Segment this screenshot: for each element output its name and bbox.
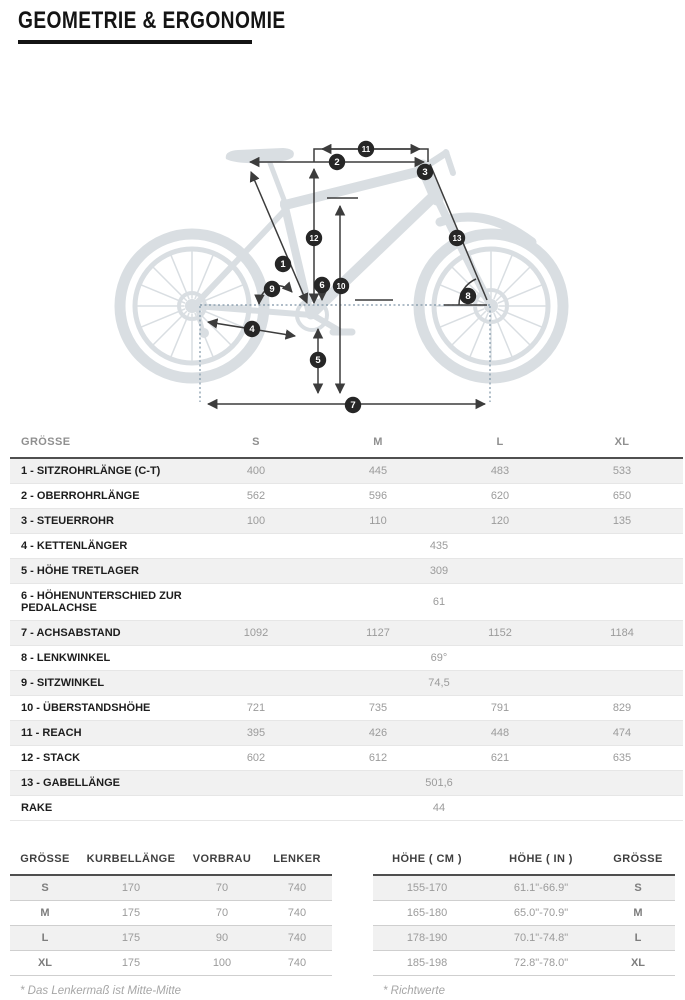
sizing-header-row [373, 845, 675, 875]
dim-badge-11 [358, 141, 374, 157]
row-label: 4 - KETTENLÄNGER [21, 540, 128, 552]
value-cell: 185-198 [406, 957, 448, 969]
row-value-span: 44 [432, 802, 446, 814]
seatpost [270, 163, 286, 205]
column-header-m: M [317, 428, 439, 458]
cockpit-table-body [10, 875, 332, 976]
value-cell: 175 [121, 957, 141, 969]
geometry-row [10, 559, 683, 584]
row-value: 100 [246, 515, 266, 527]
dim-badge-9 [264, 281, 280, 297]
value-cell: 90 [215, 932, 229, 944]
value-cell: 155-170 [406, 882, 448, 894]
sizing-footnote: * Richtwerte [383, 985, 445, 997]
geometry-row [10, 621, 683, 646]
dim-badge-5 [310, 352, 326, 368]
sizing-row [373, 926, 675, 951]
size-cell: M [633, 907, 643, 919]
geometry-row [10, 584, 683, 621]
svg-text:2: 2 [334, 157, 340, 169]
row-label: 8 - LENKWINKEL [21, 652, 111, 664]
row-value: 1152 [488, 627, 512, 639]
size-cell: XL [37, 957, 53, 969]
geometry-row [10, 534, 683, 559]
row-label: 11 - REACH [21, 727, 82, 739]
svg-text:10: 10 [336, 282, 346, 292]
row-value: 426 [368, 727, 388, 739]
value-cell: 70 [215, 882, 229, 894]
value-cell: 72.8"-78.0" [513, 957, 569, 969]
size-cell: L [634, 932, 642, 944]
row-value: 110 [369, 515, 387, 527]
geometry-row [10, 746, 683, 771]
row-value-span: 501,6 [425, 777, 453, 789]
row-value: 621 [490, 752, 510, 764]
row-value-span: 69° [430, 652, 448, 664]
value-cell: 65.0"-70.9" [513, 907, 569, 919]
row-label: 5 - HÖHE TRETLAGER [21, 565, 139, 577]
dim-badge-2 [329, 154, 345, 170]
geometry-row [10, 796, 683, 821]
row-label: 2 - OBERROHRLÄNGE [21, 490, 140, 502]
row-value: 620 [490, 490, 510, 502]
sizing-header-in: HÖHE ( IN ) [481, 845, 601, 875]
sizing-header-size: GRÖSSE [601, 845, 675, 875]
sizing-block [373, 845, 675, 997]
cockpit-header-bar: LENKER [262, 845, 332, 875]
dim-badge-4 [244, 321, 260, 337]
row-value-span: 74,5 [428, 677, 450, 689]
row-value: 448 [490, 727, 510, 739]
dim-badge-6 [314, 277, 330, 293]
geometry-row [10, 458, 683, 484]
frame-chain-stay [196, 306, 311, 315]
row-value-span: 309 [429, 565, 449, 577]
dim-badge-1 [275, 256, 291, 272]
value-cell: 178-190 [406, 932, 448, 944]
row-value: 721 [246, 702, 266, 714]
frame-top-tube [285, 170, 425, 205]
row-value: 483 [490, 465, 510, 477]
row-value: 791 [490, 702, 510, 714]
column-header-l: L [439, 428, 561, 458]
geometry-row [10, 671, 683, 696]
geometry-table-body [10, 458, 683, 821]
page-header [18, 8, 353, 44]
cockpit-table [10, 845, 332, 976]
cockpit-row [10, 926, 332, 951]
svg-text:12: 12 [309, 234, 319, 244]
size-cell: M [40, 907, 50, 919]
svg-text:7: 7 [350, 400, 356, 412]
row-value: 562 [246, 490, 266, 502]
size-cell: XL [630, 957, 646, 969]
row-value: 735 [368, 702, 388, 714]
row-label: 9 - SITZWINKEL [21, 677, 105, 689]
geometry-row [10, 509, 683, 534]
row-value: 602 [246, 752, 266, 764]
cockpit-header-row [10, 845, 332, 875]
value-cell: 70 [215, 907, 229, 919]
column-header-xl: XL [561, 428, 683, 458]
geometry-table [10, 428, 683, 821]
bottom-tables [10, 845, 675, 997]
svg-text:13: 13 [452, 234, 462, 244]
row-value: 474 [612, 727, 632, 739]
geometry-row [10, 696, 683, 721]
stem [426, 153, 446, 166]
row-value: 445 [368, 465, 388, 477]
row-label: 13 - GABELLÄNGE [21, 777, 121, 789]
column-header-s: S [195, 428, 317, 458]
row-label: 3 - STEUERROHR [21, 515, 114, 527]
row-value: 635 [612, 752, 632, 764]
row-value: 650 [612, 490, 632, 502]
saddle [226, 148, 294, 163]
bike-diagram [0, 118, 685, 418]
svg-text:3: 3 [422, 167, 428, 179]
value-cell: 170 [121, 882, 141, 894]
sizing-header-cm: HÖHE ( CM ) [373, 845, 481, 875]
row-label: 6 - HÖHENUNTERSCHIED ZUR PEDALACHSE [21, 590, 182, 614]
value-cell: 740 [287, 957, 307, 969]
row-label: 10 - ÜBERSTANDSHÖHE [21, 702, 151, 714]
row-value: 395 [246, 727, 266, 739]
sizing-row [373, 875, 675, 901]
row-label: 7 - ACHSABSTAND [21, 627, 121, 639]
size-column-header: GRÖSSE [10, 428, 195, 458]
value-cell: 740 [287, 882, 307, 894]
row-value: 596 [368, 490, 388, 502]
dim-badge-13 [449, 230, 465, 246]
value-cell: 61.1"-66.9" [513, 882, 569, 894]
dim-badge-8 [460, 288, 476, 304]
geometry-row [10, 721, 683, 746]
cockpit-header-crank: KURBELLÄNGE [80, 845, 182, 875]
handlebar-grip [446, 152, 453, 173]
svg-text:8: 8 [465, 291, 471, 303]
row-value: 1092 [243, 627, 269, 639]
cockpit-header-size: GRÖSSE [10, 845, 80, 875]
svg-text:4: 4 [249, 324, 255, 336]
dim-badge-10 [333, 278, 349, 294]
svg-text:5: 5 [315, 355, 321, 367]
row-value: 120 [490, 515, 510, 527]
value-cell: 70.1"-74.8" [513, 932, 569, 944]
value-cell: 740 [287, 907, 307, 919]
cockpit-row [10, 901, 332, 926]
sizing-row [373, 951, 675, 976]
page-title: GEOMETRIE & ERGONOMIE [18, 7, 286, 34]
row-value-span: 435 [429, 540, 449, 552]
svg-text:9: 9 [269, 284, 275, 296]
dim-badge-7 [345, 397, 361, 413]
svg-text:6: 6 [319, 280, 325, 292]
size-cell: L [41, 932, 49, 944]
value-cell: 740 [287, 932, 307, 944]
size-cell: S [634, 882, 642, 894]
svg-text:1: 1 [280, 259, 286, 271]
dim-badge-3 [417, 164, 433, 180]
sizing-row [373, 901, 675, 926]
geometry-row [10, 646, 683, 671]
value-cell: 175 [121, 932, 141, 944]
value-cell: 100 [212, 957, 232, 969]
geometry-row [10, 771, 683, 796]
row-label: 12 - STACK [21, 752, 81, 764]
cockpit-footnote: * Das Lenkermaß ist Mitte-Mitte [20, 985, 182, 997]
row-label: RAKE [21, 802, 53, 814]
row-value: 829 [612, 702, 632, 714]
geometry-header-row [10, 428, 683, 458]
cockpit-row [10, 951, 332, 976]
value-cell: 175 [121, 907, 141, 919]
row-value: 1184 [610, 627, 634, 639]
sizing-table [373, 845, 675, 976]
value-cell: 165-180 [406, 907, 448, 919]
dim-badge-12 [306, 230, 322, 246]
geometry-row [10, 484, 683, 509]
size-cell: S [41, 882, 49, 894]
row-value: 400 [246, 465, 266, 477]
cockpit-header-stem: VORBRAU [182, 845, 262, 875]
row-value-span: 61 [432, 596, 446, 608]
cockpit-row [10, 875, 332, 901]
row-value: 612 [368, 752, 388, 764]
title-underline [18, 40, 252, 44]
row-value: 1127 [366, 627, 390, 639]
row-label: 1 - SITZROHRLÄNGE (C-T) [21, 465, 161, 477]
svg-text:11: 11 [361, 145, 371, 155]
row-value: 135 [612, 515, 632, 527]
bike-silhouette [120, 148, 563, 378]
sizing-table-body [373, 875, 675, 976]
row-value: 533 [612, 465, 632, 477]
cockpit-block [10, 845, 332, 997]
